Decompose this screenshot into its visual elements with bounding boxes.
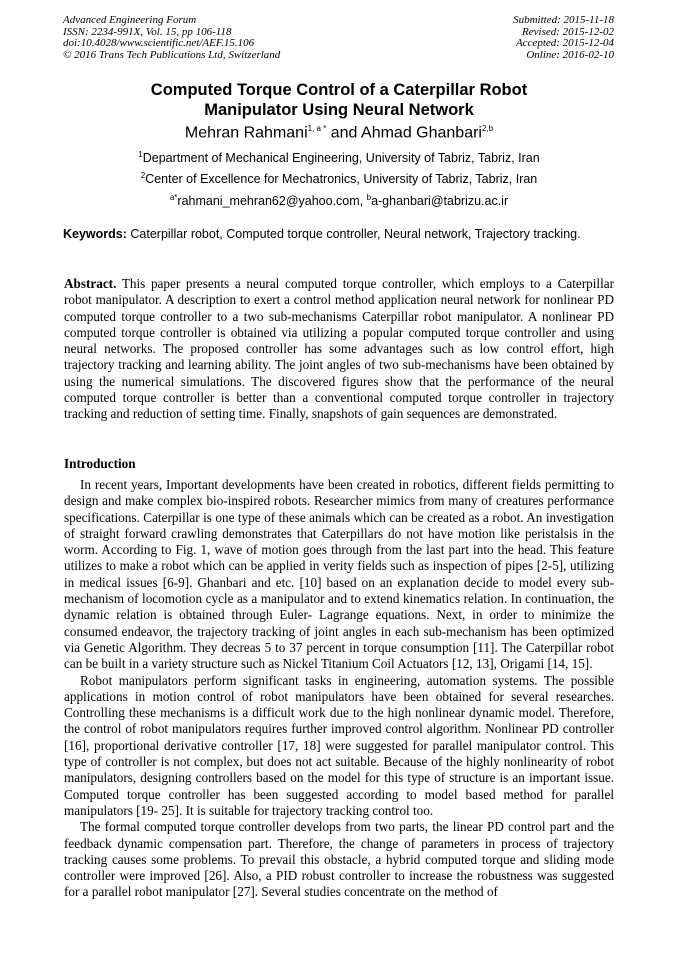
aff-text: Department of Mechanical Engineering, University of Tabriz, Tabriz, Iran [142, 151, 540, 166]
email-sup: b [366, 193, 372, 202]
dates [513, 15, 614, 61]
affiliation [0, 171, 678, 186]
author-sup: 2,b [481, 124, 494, 133]
aff-text: Center of Excellence for Mechatronics, University of Tabriz, Tabriz, Iran [145, 172, 538, 187]
online-date: Online: 2016-02-10 [526, 48, 614, 61]
abstract-text: This paper presents a neural computed torque controller, which employs to a Caterpillar robot manipulator. A description to exert a control method application neural network for nonlinear PD computed torque controller to a two sub-mechanisms Caterpillar robot manipulator. A nonlinear PD computed torque controller is obtained via utilizing a popular computed torque controller and using neural networks. The proposed controller has some advantages such as low control effort, high trajectory tracking and learning ability. The joint angles of two sub-mechanisms have been obtained by using the numerical simulations. The discovered figures show that the performance of the neural computed torque controller is better than a conventional computed torque controller in trajectory tracking and reduction of setting time. Finally, snapshots of gain sequences are demonstrated. [64, 276, 614, 422]
copyright: © 2016 Trans Tech Publications Ltd, Switzerland [63, 48, 281, 61]
issn: ISSN: 2234-991X, Vol. 15, pp 106-118 [63, 25, 232, 38]
email[interactable]: rahmani_mehran62@yahoo.com, [177, 194, 367, 209]
introduction [64, 477, 614, 901]
author-name: Ahmad Ghanbari [361, 124, 482, 142]
title-line: Computed Torque Control of a Caterpillar Robot [150, 81, 528, 99]
accepted-date: Accepted: 2015-12-04 [515, 37, 614, 50]
submitted-date: Submitted: 2015-11-18 [513, 14, 614, 26]
paragraph: Robot manipulators perform significant tasks in engineering, automation systems. The possible applications in motion control of robot manipulators have been obtained for several researches. Controlling these mechanisms is a difficult work due to the high nonlinear dynamic model. Therefore, the control of robot manipulators requires further improved control algorithm. Nonlinear PD controller [16], proportional derivative controller [17, 18] were suggested for parallel manipulator control. This type of controller is not complex, but does not act suitable. Because of the highly nonlinearity of robot manipulators, designing controllers based on the model for this type of structure is an important issue. Computed torque controller has been suggested according to model based method for parallel manipulators [19- 25]. It is suitable for trajectory tracking control too. [64, 672, 614, 818]
title-line: Manipulator Using Neural Network [204, 101, 474, 119]
email-sup: a* [169, 193, 178, 202]
section-heading: Introduction [64, 456, 136, 471]
aff-sup: 1 [138, 150, 143, 159]
revised-date: Revised: 2015-12-02 [522, 25, 614, 38]
keywords-label: Keywords: [63, 227, 127, 241]
authors [0, 124, 678, 142]
paragraph: The formal computed torque controller develops from two parts, the linear PD control part and the feedback dynamic compensation part. Therefore, the change of parameters in process of trajectory tracking causes some problems. To prevail this obstacle, a hybrid computed torque and sliding mode controller were improved [26]. Also, a PID robust controller to increase the robustness was suggested for a parallel robot manipulator [27]. Several studies concentrate on the method of [64, 819, 614, 900]
author-sup: 1, a * [307, 124, 327, 133]
journal-info [63, 15, 280, 61]
paper-title [0, 80, 678, 120]
abstract-label: Abstract. [64, 276, 117, 291]
abstract [64, 276, 614, 423]
paragraph: In recent years, Important developments have been created in robotics, different fields permitting to design and make complex bio-inspired robots. Researcher mimics from many of creatures performance specifications. Caterpillar is one type of these animals which can be created as a robot. An investigation of straight forward crawling demonstrates that Caterpillars do not have motion like peristalsis in the worm. According to Fig. 1, wave of motion goes through from the last part into the head. This feature utilizes to make a robot which can be applied in verity fields such as inspection of pipes [2-5], utilizing in medical issues [6-9]. Ghanbari and etc. [10] based on an explanation decide to model every sub-mechanism of locomotion cycle as a manipulator and to extend kinematics relation. In continuation, the dynamic relation is obtained through Euler- Lagrange equations. Next, in order to minimize the consumed endeavor, the trajectory tracking of joint angles in each sub-mechanism has been optimized via Genetic Algorithm. They decreas 5 to 37 percent in torque consumption [11]. The Caterpillar robot can be built in a variety structure such as Nickel Titanium Coil Actuators [12, 13], Origami [14, 15]. [64, 477, 614, 672]
emails [0, 193, 678, 208]
aff-sup: 2 [140, 171, 146, 180]
email[interactable]: a-ghanbari@tabrizu.ac.ir [371, 194, 509, 209]
author-name: Mehran Rahmani [184, 124, 308, 142]
journal-name: Advanced Engineering Forum [63, 14, 197, 26]
keywords [63, 227, 581, 241]
keywords-text: Caterpillar robot, Computed torque controller, Neural network, Trajectory tracking. [126, 227, 581, 241]
affiliation [0, 150, 678, 165]
author-and: and [326, 124, 362, 142]
doi: doi:10.4028/www.scientific.net/AEF.15.106 [63, 37, 255, 50]
